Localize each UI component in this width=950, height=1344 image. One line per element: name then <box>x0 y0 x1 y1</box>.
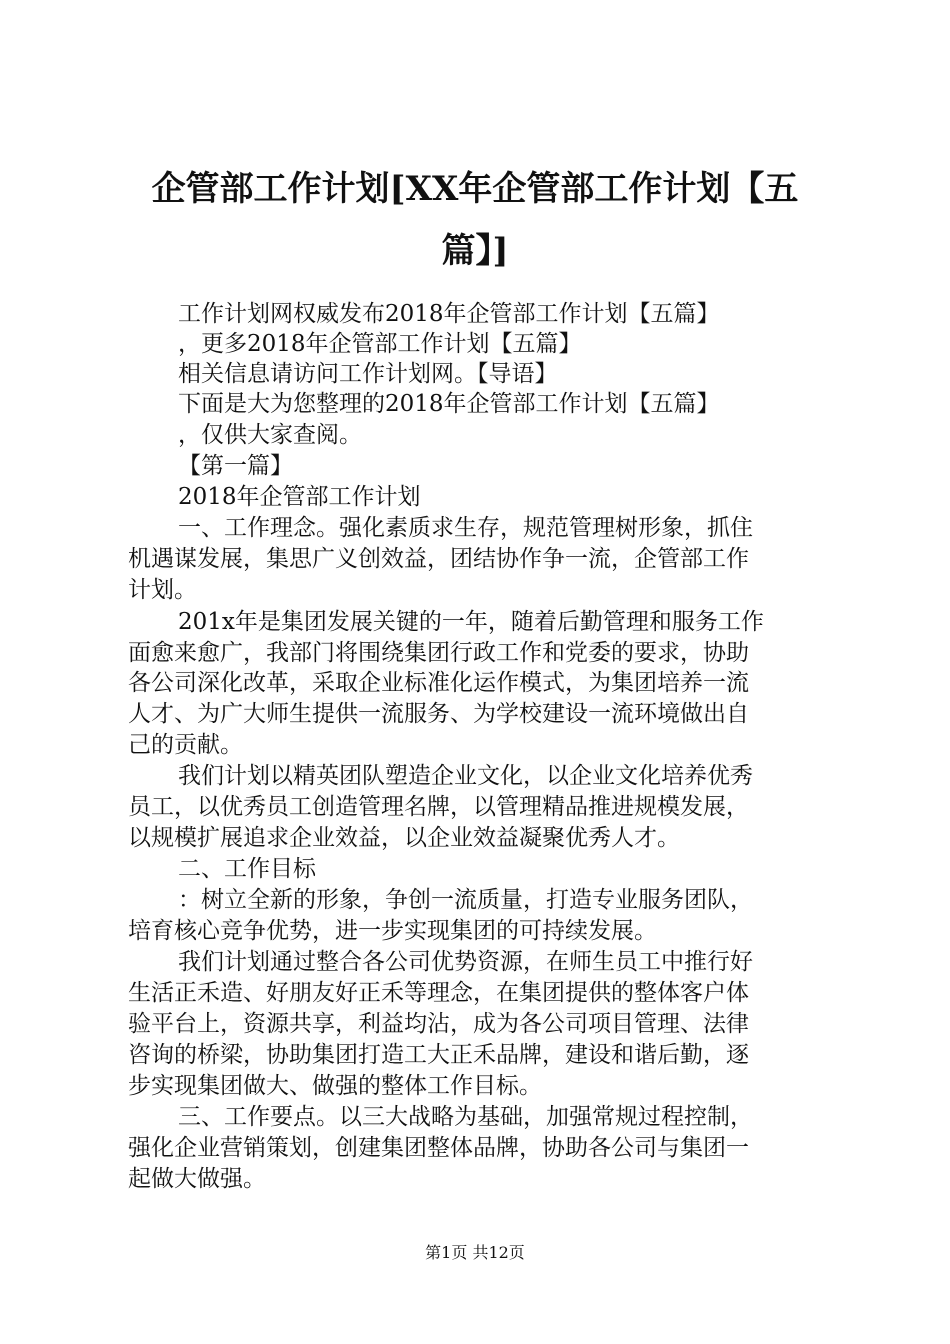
paragraph-line: 我们计划以精英团队塑造企业文化，以企业文化培养优秀 <box>178 763 753 789</box>
paragraph-line: 工作计划网权威发布2018年企管部工作计划【五篇】 <box>178 301 720 327</box>
paragraph-line: 机遇谋发展，集思广义创效益，团结协作争一流，企管部工作 <box>128 546 749 572</box>
paragraph-line: 以规模扩展追求企业效益，以企业效益凝聚优秀人才。 <box>128 825 680 851</box>
page-number-footer: 第1页 共12页 <box>425 1243 525 1262</box>
section-subtitle: 2018年企管部工作计划 <box>178 484 421 510</box>
paragraph-line: 生活正禾造、好朋友好正禾等理念，在集团提供的整体客户体 <box>128 980 749 1006</box>
paragraph-line: 咨询的桥梁，协助集团打造工大正禾品牌，建设和谐后勤，逐 <box>128 1042 749 1068</box>
paragraph-line: 人才、为广大师生提供一流服务、为学校建设一流环境做出自 <box>128 701 749 727</box>
paragraph-line: 三、工作要点。以三大战略为基础，加强常规过程控制， <box>178 1104 753 1130</box>
paragraph-line: 计划。 <box>128 577 197 603</box>
paragraph-line: 下面是大为您整理的2018年企管部工作计划【五篇】 <box>178 391 720 417</box>
paragraph-line: 各公司深化改革，采取企业标准化运作模式，为集团培养一流 <box>128 670 749 696</box>
paragraph-line: 相关信息请访问工作计划网。【导语】 <box>178 361 558 387</box>
paragraph-line: 强化企业营销策划，创建集团整体品牌，协助各公司与集团一 <box>128 1135 749 1161</box>
paragraph-line: 一、工作理念。强化素质求生存，规范管理树形象，抓住 <box>178 515 753 541</box>
paragraph-line: 我们计划通过整合各公司优势资源，在师生员工中推行好 <box>178 949 753 975</box>
paragraph-line: ：树立全新的形象，争创一流质量，打造专业服务团队， <box>178 887 753 913</box>
paragraph-line: 起做大做强。 <box>128 1166 266 1192</box>
section-heading: 二、工作目标 <box>178 856 316 882</box>
paragraph-line: ，更多2018年企管部工作计划【五篇】 <box>178 331 582 357</box>
section-heading: 【第一篇】 <box>178 453 293 479</box>
paragraph-line: 201x年是集团发展关键的一年，随着后勤管理和服务工作 <box>178 609 764 635</box>
document-title: 企管部工作计划[XX年企管部工作计划【五篇】] <box>151 169 799 271</box>
paragraph-line: 己的贡献。 <box>128 732 243 758</box>
paragraph-line: 面愈来愈广，我部门将围绕集团行政工作和党委的要求，协助 <box>128 640 749 666</box>
paragraph-line: 培育核心竞争优势，进一步实现集团的可持续发展。 <box>128 918 657 944</box>
paragraph-line: ，仅供大家查阅。 <box>178 422 362 448</box>
paragraph-line: 员工，以优秀员工创造管理名牌，以管理精品推进规模发展， <box>128 794 749 820</box>
paragraph-line: 验平台上，资源共享，利益均沾，成为各公司项目管理、法律 <box>128 1011 749 1037</box>
paragraph-line: 步实现集团做大、做强的整体工作目标。 <box>128 1073 542 1099</box>
